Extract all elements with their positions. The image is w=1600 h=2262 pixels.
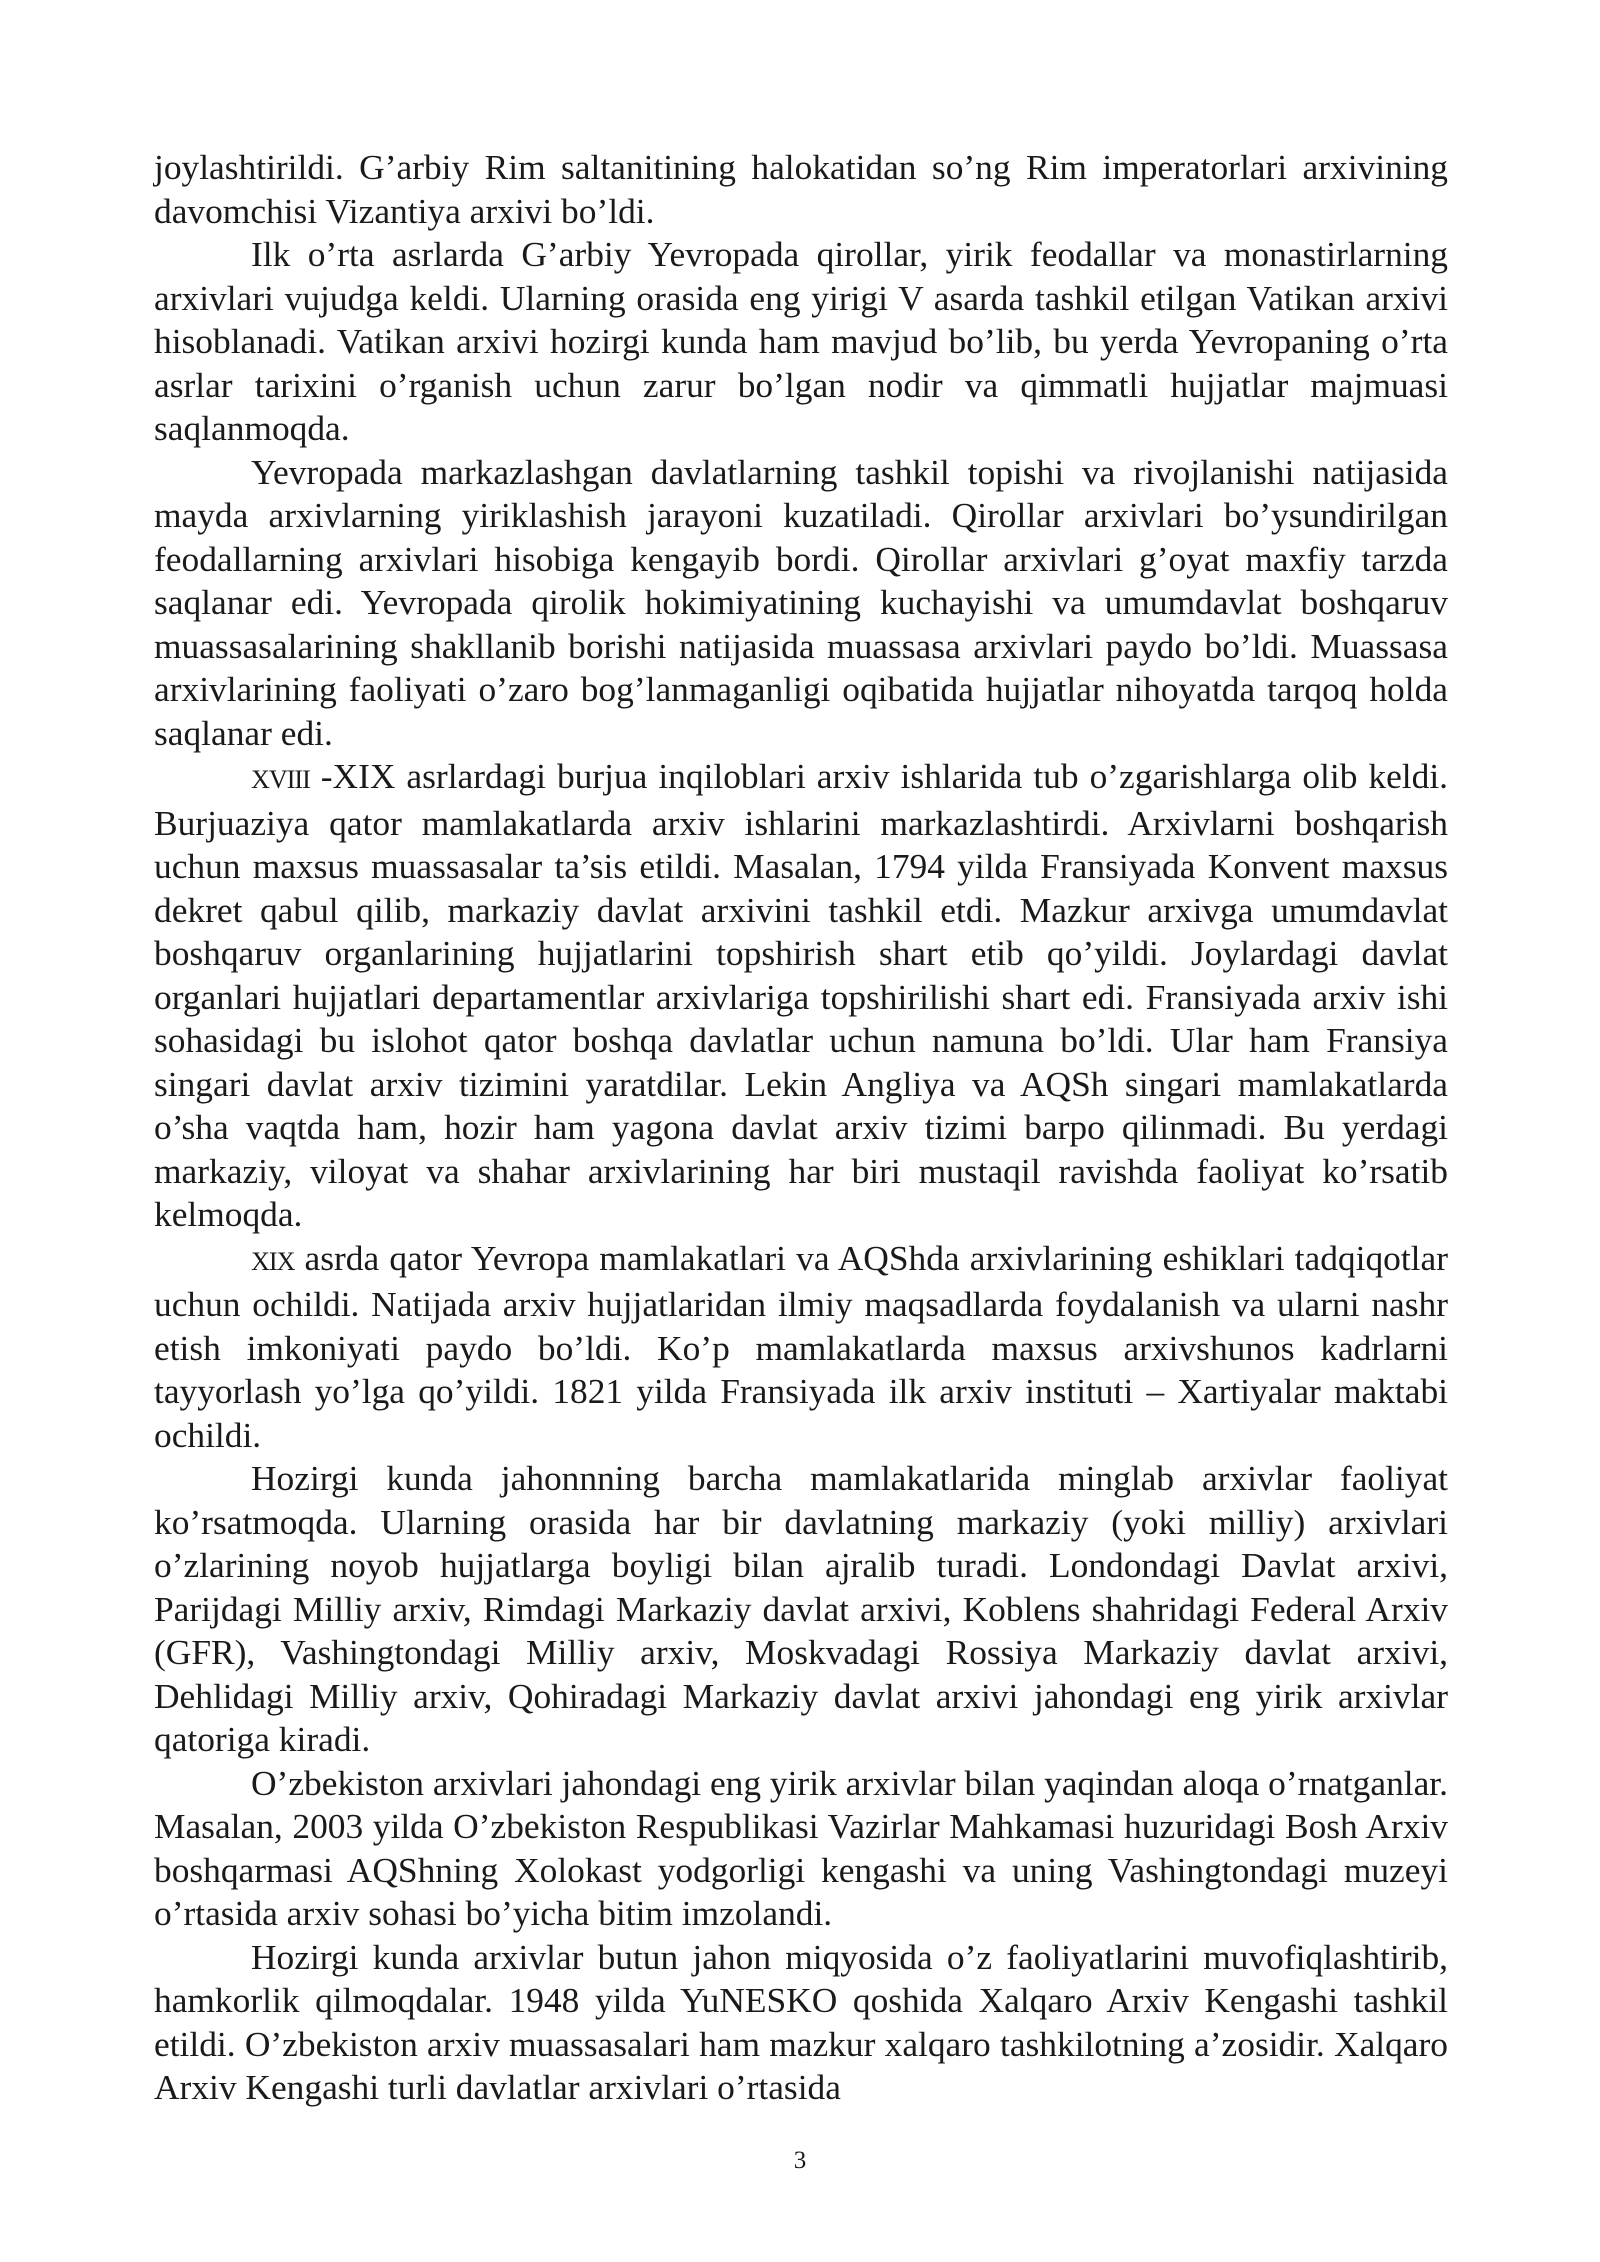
paragraph-text: Yevropada markazlashgan davlatlarning tashkil topishi va rivojlanishi natijasida mayda arxivlarning yiriklashish jarayoni kuzatiladi. Qirollar arxivlari bo’ysundirilgan feodallarning arxivlari hisobiga kengayib bordi. Qirollar arxivlari g’oyat maxfiy tarzda saqlanar edi. Yevropada qirolik hokimiyatining kuchayishi va umumdavlat boshqaruv muassasalarining shakllanib borishi natijasida muassasa arxivlari paydo bo’ldi. Muassasa arxivlarining faoliyati o’zaro bog’lanmaganligi oqibatida hujjatlar nihoyatda tarqoq holda saqlanar edi.	[154, 451, 1448, 753]
paragraph-text: Hozirgi kunda jahonnning barcha mamlakatlarida minglab arxivlar faoliyat ko’rsatmoqda. Ularning orasida har bir davlatning markaziy (yoki milliy) arxivlari o’zlarining noyob hujjatlarga boyligi bilan ajralib turadi. Londondagi Davlat arxivi, Parijdagi Milliy arxiv, Rimdagi Markaziy davlat arxivi, Koblens shahridagi Federal Arxiv (GFR), Vashingtondagi Milliy arxiv, Moskvadagi Rossiya Markaziy davlat arxivi, Dehlidagi Milliy arxiv, Qohiradagi Markaziy davlat arxivi jahondagi eng yirik arxivlar qatoriga kiradi.	[154, 1458, 1448, 1759]
paragraph-text: joylashtirildi. G’arbiy Rim saltanitining halokatidan so’ng Rim imperatorlari arxivining davomchisi Vizantiya arxivi bo’ldi.	[154, 147, 1448, 231]
paragraph-centralized-states	[154, 451, 1448, 756]
page-number: 3	[793, 2147, 807, 2174]
paragraph-text: Ilk o’rta asrlarda G’arbiy Yevropada qirollar, yirik feodallar va monastirlarning arxivlari vujudga keldi. Ularning orasida eng yirigi V asarda tashkil etilgan Vatikan arxivi hisoblanadi. Vatikan arxivi hozirgi kunda ham mavjud bo’lib, bu yerda Yevropaning o’rta asrlar tarixini o’rganish uchun zarur bo’lgan nodir va qimmatli hujjatlar majmuasi saqlanmoqda.	[154, 234, 1448, 448]
document-page	[154, 146, 1448, 2110]
paragraph-world-archives	[154, 1457, 1448, 1762]
paragraph-text: Hozirgi kunda arxivlar butun jahon miqyosida o’z faoliyatlarini muvofiqlashtirib, hamkorlik qilmoqdalar. 1948 yilda YuNESKO qoshida Xalqaro Arxiv Kengashi tashkil etildi. O’zbekiston arxiv muassasalari ham mazkur xalqaro tashkilotning a’zosidir. Xalqaro Arxiv Kengashi turli davlatlar arxivlari o’rtasida	[154, 1936, 1448, 2107]
paragraph-nineteenth-century	[154, 1237, 1448, 1458]
paragraph-continuation	[154, 146, 1448, 233]
paragraph-bourgeois-revolutions	[154, 755, 1448, 1237]
paragraph-uzbekistan-archives	[154, 1762, 1448, 1936]
paragraph-international-council	[154, 1936, 1448, 2110]
paragraph-early-middle-ages	[154, 233, 1448, 451]
paragraph-text: asrda qator Yevropa mamlakatlari va AQShda arxivlarining eshiklari tadqiqotlar uchun ochildi. Natijada arxiv hujjatlaridan ilmiy maqsadlarda foydalanish va ularni nashr etish imkoniyati paydo bo’ldi. Ko’p mamlakatlarda maxsus arxivshunos kadrlarni tayyorlash yo’lga qo’yildi. 1821 yilda Fransiyada ilk arxiv instituti – Xartiyalar maktabi ochildi.	[154, 1237, 1448, 1455]
roman-numeral-century: XIX	[251, 1246, 295, 1276]
paragraph-text: O’zbekiston arxivlari jahondagi eng yirik arxivlar bilan yaqindan aloqa o’rnatganlar. Masalan, 2003 yilda O’zbekiston Respublikasi Vazirlar Mahkamasi huzuridagi Bosh Arxiv boshqarmasi AQShning Xolokast yodgorligi kengashi va uning Vashingtondagi muzeyi o’rtasida arxiv sohasi bo’yicha bitim imzolandi.	[154, 1762, 1448, 1933]
paragraph-text: -XIX asrlardagi burjua inqiloblari arxiv ishlarida tub o’zgarishlarga olib keldi. Burjuaziya qator mamlakatlarda arxiv ishlarini markazlashtirdi. Arxivlarni boshqarish uchun maxsus muassasalar ta’sis etildi. Masalan, 1794 yilda Fransiyada Konvent maxsus dekret qabul qilib, markaziy davlat arxivini tashkil etdi. Mazkur arxivga umumdavlat boshqaruv organlarining hujjatlarini topshirish shart etib qo’yildi. Joylardagi davlat organlari hujjatlari departamentlar arxivlariga topshirilishi shart edi. Fransiyada arxiv ishi sohasidagi bu islohot qator boshqa davlatlar uchun namuna bo’ldi. Ular ham Fransiya singari davlat arxiv tizimini yaratdilar. Lekin Angliya va AQSh singari mamlakatlarda o’sha vaqtda ham, hozir ham yagona davlat arxiv tizimi barpo qilinmadi. Bu yerdagi markaziy, viloyat va shahar arxivlarining har biri mustaqil ravishda faoliyat ko’rsatib kelmoqda.	[154, 756, 1448, 1234]
roman-numeral-century: XVIII	[251, 765, 310, 794]
